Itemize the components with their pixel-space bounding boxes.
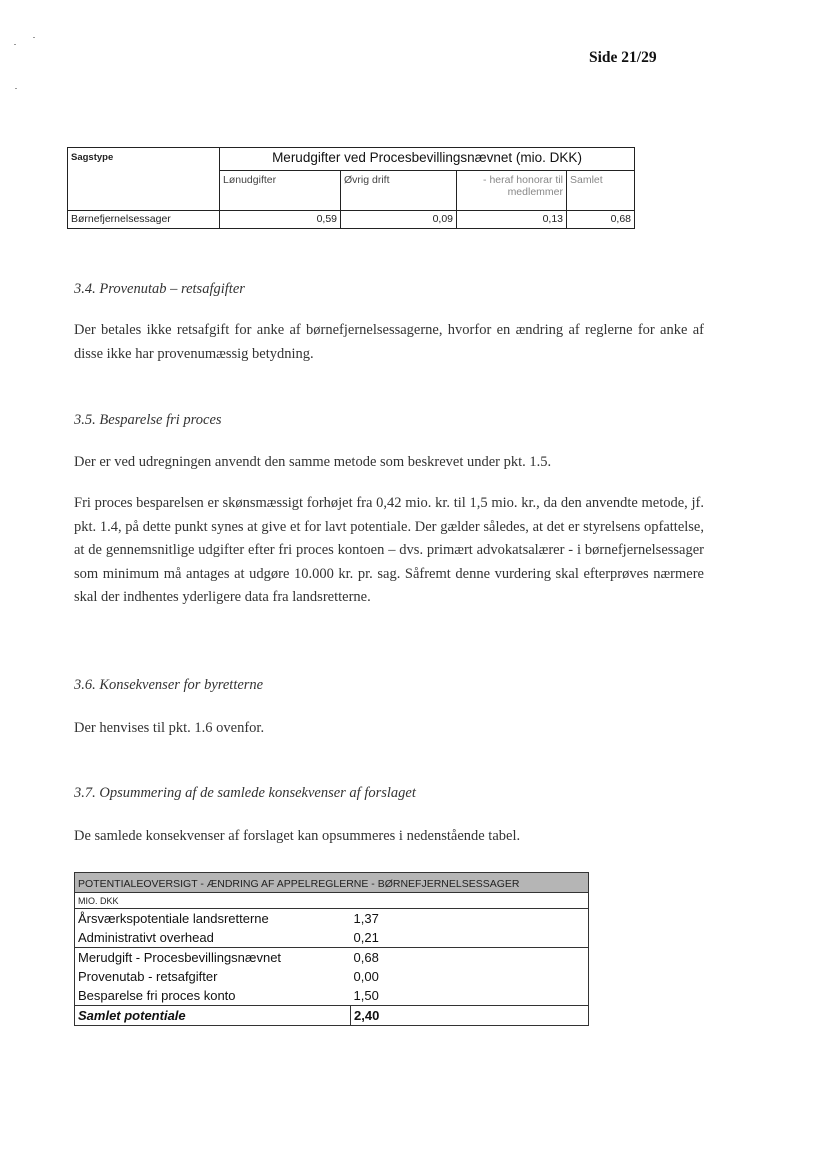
paragraph-3-6: Der henvises til pkt. 1.6 ovenfor. xyxy=(74,720,265,736)
table-unit: MIO. DKK xyxy=(75,893,589,909)
column-header-sagstype: Sagstype xyxy=(68,148,220,211)
row-label: Merudgift - Procesbevillingsnævnet xyxy=(75,948,351,968)
row-label: Børnefjernelsessager xyxy=(68,211,220,229)
row-label: Provenutab - retsafgifter xyxy=(75,967,351,986)
table-row xyxy=(75,967,589,986)
total-label: Samlet potentiale xyxy=(75,1006,351,1026)
subheader-lonudgifter: Lønudgifter xyxy=(220,171,341,211)
section-heading-3-7: 3.7. Opsummering af de samlede konsekvenser af forslaget xyxy=(74,785,416,801)
scan-speck xyxy=(33,37,35,38)
total-row xyxy=(75,1006,589,1026)
subheader-samlet: Samlet xyxy=(567,171,635,211)
table-row xyxy=(75,986,589,1006)
scan-speck xyxy=(15,88,17,89)
table-row xyxy=(75,909,589,929)
cell-ovrig-drift: 0,09 xyxy=(341,211,457,229)
page-number: Side 21/29 xyxy=(589,49,657,66)
row-value: 1,50 xyxy=(351,986,589,1006)
section-heading-3-4: 3.4. Provenutab – retsafgifter xyxy=(74,281,245,297)
paragraph-3-4: Der betales ikke retsafgift for anke af børnefjernelsessagerne, hvorfor en ændring af reglerne for anke af disse ikke har provenumæssig betydning. xyxy=(74,322,704,362)
cell-lonudgifter: 0,59 xyxy=(220,211,341,229)
row-value: 1,37 xyxy=(351,909,589,929)
expense-table xyxy=(67,147,635,229)
subheader-ovrig-drift: Øvrig drift xyxy=(341,171,457,211)
total-value: 2,40 xyxy=(351,1006,589,1026)
row-value: 0,21 xyxy=(351,928,589,948)
row-value: 0,00 xyxy=(351,967,589,986)
cell-honorar: 0,13 xyxy=(457,211,567,229)
section-heading-3-6: 3.6. Konsekvenser for byretterne xyxy=(74,677,264,693)
row-label: Besparelse fri proces konto xyxy=(75,986,351,1006)
paragraph-3-7: De samlede konsekvenser af forslaget kan opsummeres i nedenstående tabel. xyxy=(74,828,521,844)
row-label: Administrativt overhead xyxy=(75,928,351,948)
paragraph-3-5-b: Fri proces besparelsen er skønsmæssigt forhøjet fra 0,42 mio. kr. til 1,5 mio. kr., da den anvendte metode, jf. pkt. 1.4, på dette punkt synes at give et for lavt potentiale. Der gælder således, at det er styrelsens opfattelse, at de gennemsnitlige udgifter efter fri proces kontoen – dvs. primært advokatsalærer - i børnefjernelsessager som minimum må antages at udgøre 10.000 kr. pr. sag. Såfremt denne vurdering skal efterprøves nærmere skal der indhentes yderligere data fra landsretterne. xyxy=(74,495,704,605)
row-value: 0,68 xyxy=(351,948,589,968)
row-label: Årsværkspotentiale landsretterne xyxy=(75,909,351,929)
subheader-honorar: - heraf honorar til medlemmer xyxy=(457,171,567,211)
paragraph-3-5-a: Der er ved udregningen anvendt den samme metode som beskrevet under pkt. 1.5. xyxy=(74,454,552,470)
potential-overview-table xyxy=(74,872,589,1026)
table-row xyxy=(68,211,635,229)
table-row xyxy=(75,948,589,968)
table-main-header: Merudgifter ved Procesbevillingsnævnet (mio. DKK) xyxy=(220,148,635,171)
table-row xyxy=(75,928,589,948)
table-title: POTENTIALEOVERSIGT - ÆNDRING AF APPELREGLERNE - BØRNEFJERNELSESSAGER xyxy=(75,873,589,893)
section-heading-3-5: 3.5. Besparelse fri proces xyxy=(74,412,222,428)
cell-samlet: 0,68 xyxy=(567,211,635,229)
scan-speck xyxy=(14,44,16,45)
